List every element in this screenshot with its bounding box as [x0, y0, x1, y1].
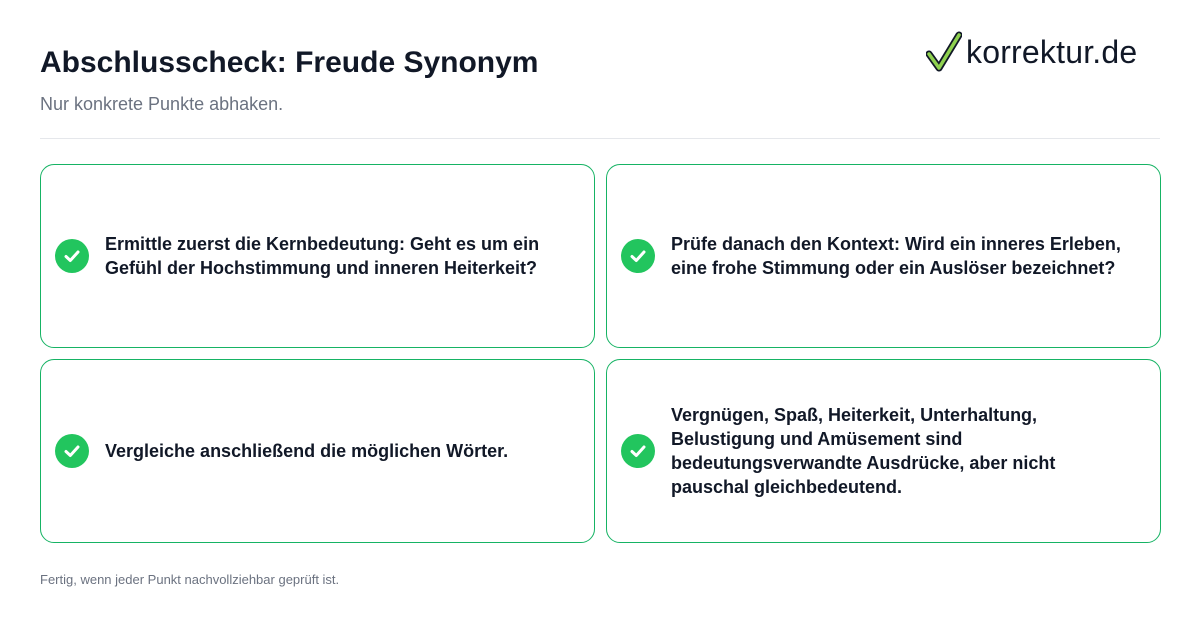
check-circle-icon: [55, 434, 89, 468]
check-circle-icon: [621, 239, 655, 273]
footer-note: Fertig, wenn jeder Punkt nachvollziehbar geprüft ist.: [40, 572, 340, 587]
checklist-item: [606, 164, 1161, 348]
header-divider: [40, 138, 1160, 139]
check-circle-icon: [55, 239, 89, 273]
checklist-item-text: Prüfe danach den Kontext: Wird ein inneres Erleben, eine frohe Stimmung oder ein Auslöser bezeichnet?: [671, 234, 1121, 278]
checklist-item: [40, 164, 595, 348]
page-title: Abschlusscheck: Freude Synonym: [40, 46, 539, 79]
logo-text: korrektur.de: [966, 34, 1138, 70]
checklist-item-text: Vergleiche anschließend die möglichen Wörter.: [105, 441, 509, 461]
page-subtitle: Nur konkrete Punkte abhaken.: [40, 94, 284, 114]
checkmark-logo-icon: [926, 31, 962, 73]
checklist-item-text: Ermittle zuerst die Kernbedeutung: Geht es um ein Gefühl der Hochstimmung und inneren Heiterkeit?: [105, 234, 540, 278]
checklist-item: [606, 359, 1161, 543]
check-circle-icon: [621, 434, 655, 468]
brand-logo[interactable]: [926, 30, 1137, 74]
checklist-item-text: Vergnügen, Spaß, Heiterkeit, Unterhaltung, Belustigung und Amüsement sind bedeutungsverwandte Ausdrücke, aber nicht pauschal gleichbedeutend.: [671, 405, 1056, 497]
checklist-item: [40, 359, 595, 543]
